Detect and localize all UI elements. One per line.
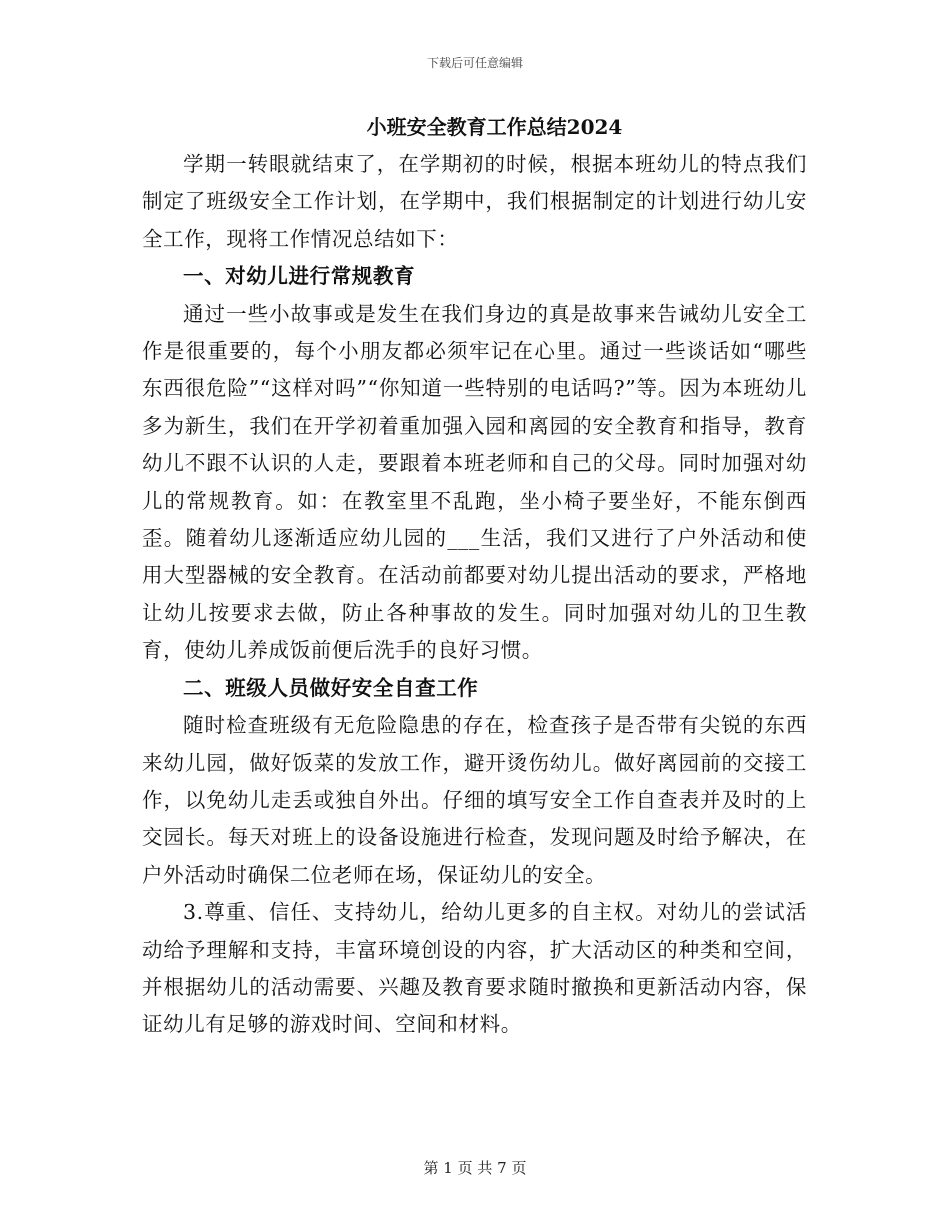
section-3-paragraph: 3.尊重、信任、支持幼儿，给幼儿更多的自主权。对幼儿的尝试活动给予理解和支持，丰富环境创设的内容，扩大活动区的种类和空间，并根据幼儿的活动需要、兴趣及教育要求随时撤换和更新活动内容，保证幼儿有足够的游戏时间、空间和材料。 — [142, 900, 807, 1037]
page-number-footer: 第 1 页 共 7 页 — [423, 1159, 527, 1177]
document-title: 小班安全教育工作总结2024 — [366, 115, 623, 139]
section-2-heading: 二、班级人员做好安全自查工作 — [183, 675, 479, 700]
document-body — [142, 108, 807, 1044]
section-1-heading: 一、对幼儿进行常规教育 — [183, 264, 416, 289]
header-note: 下载后可任意编辑 — [426, 56, 523, 70]
intro-paragraph: 学期一转眼就结束了，在学期初的时候，根据本班幼儿的特点我们制定了班级安全工作计划，在学期中，我们根据制定的计划进行幼儿安全工作，现将工作情况总结如下： — [142, 152, 807, 251]
section-1-paragraph: 通过一些小故事或是发生在我们身边的真是故事来告诫幼儿安全工作是很重要的，每个小朋友都必须牢记在心里。通过一些谈话如“哪些东西很危险”“这样对吗”“你知道一些特别的电话吗?”等。因为本班幼儿多为新生，我们在开学初着重加强入园和离园的安全教育和指导，教育幼儿不跟不认识的人走，要跟着本班老师和自己的父母。同时加强对幼儿的常规教育。如：在教室里不乱跑，坐小椅子要坐好，不能东倒西歪。随着幼儿逐渐适应幼儿园的___生活，我们又进行了户外活动和使用大型器械的安全教育。在活动前都要对幼儿提出活动的要求，严格地让幼儿按要求去做，防止各种事故的发生。同时加强对幼儿的卫生教育，使幼儿养成饭前便后洗手的良好习惯。 — [142, 301, 807, 663]
section-2-paragraph: 随时检查班级有无危险隐患的存在，检查孩子是否带有尖锐的东西来幼儿园，做好饭菜的发放工作，避开烫伤幼儿。做好离园前的交接工作，以免幼儿走丢或独自外出。仔细的填写安全工作自查表并及时的上交园长。每天对班上的设备设施进行检查，发现问题及时给予解决，在户外活动时确保二位老师在场，保证幼儿的安全。 — [142, 713, 807, 887]
